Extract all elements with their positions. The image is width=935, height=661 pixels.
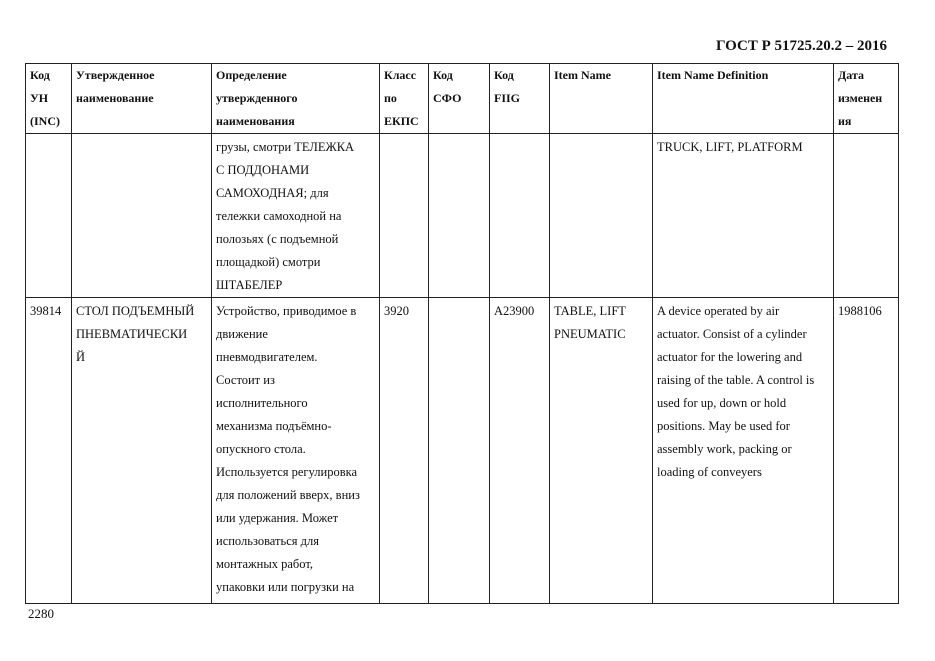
cell-line: или удержания. Может (216, 511, 339, 525)
col-inc-code-cell (26, 134, 72, 298)
col-sfo-code-header (429, 64, 490, 134)
col-sfo-code-cell (429, 134, 490, 298)
col-fiig-code-header (490, 64, 550, 134)
cell-line: assembly work, packing or (657, 442, 792, 456)
col-name-definition-cell (212, 134, 380, 298)
cell-line: исполнительного (216, 396, 308, 410)
cell-line: использоваться для (216, 534, 319, 548)
col-ekps-class-cell (380, 298, 429, 604)
cell-line: A23900 (494, 304, 535, 318)
header-line: ия (838, 114, 852, 128)
cell-line: Й (76, 350, 86, 364)
header-line: СФО (433, 91, 462, 105)
col-approved-name-header (72, 64, 212, 134)
table-row (26, 298, 899, 604)
header-line: Код (494, 68, 514, 82)
header-line: ЕКПС (384, 114, 419, 128)
cell-line: used for up, down or hold (657, 396, 787, 410)
cell-line: TABLE, LIFT (554, 304, 626, 318)
header-line: Item Name Definition (657, 68, 769, 82)
document-standard-code: ГОСТ Р 51725.20.2 – 2016 (715, 38, 887, 54)
cell-line: 3920 (384, 304, 409, 318)
col-item-name-definition-header (653, 64, 834, 134)
cell-line: механизма подъёмно- (216, 419, 332, 433)
cell-line: тележки самоходной на (216, 209, 342, 223)
col-item-name-definition-cell (653, 134, 834, 298)
cell-line: опускного стола. (216, 442, 306, 456)
page-number: 2280 (28, 606, 54, 621)
header-line: FIIG (494, 91, 521, 105)
cell-line: Состоит из (216, 373, 275, 387)
header-line: Утвержденное (76, 68, 155, 82)
cell-line: САМОХОДНАЯ; для (216, 186, 329, 200)
col-change-date-cell (834, 298, 899, 604)
header-line: по (384, 91, 397, 105)
col-fiig-code-cell (490, 134, 550, 298)
cell-line: для положений вверх, вниз (216, 488, 360, 502)
col-item-name-header (550, 64, 653, 134)
header-row (26, 64, 899, 134)
cell-line: Используется регулировка (216, 465, 358, 479)
cell-line: СТОЛ ПОДЪЕМНЫЙ (76, 304, 195, 318)
cell-line: A device operated by air (657, 304, 780, 318)
col-change-date-header (834, 64, 899, 134)
col-approved-name-cell (72, 298, 212, 604)
col-inc-code-header (26, 64, 72, 134)
table-body (26, 134, 899, 604)
header-line: изменен (838, 91, 883, 105)
cell-line: ШТАБЕЛЕР (216, 278, 283, 292)
cell-line: грузы, смотри ТЕЛЕЖКА (216, 140, 355, 154)
col-ekps-class-header (380, 64, 429, 134)
cell-line: монтажных работ, (216, 557, 314, 571)
header-line: наименования (216, 114, 295, 128)
header-line: Код (433, 68, 453, 82)
col-change-date-cell (834, 134, 899, 298)
col-fiig-code-cell (490, 298, 550, 604)
col-ekps-class-cell (380, 134, 429, 298)
cell-line: упаковки или погрузки на (216, 580, 355, 594)
header-line: Класс (384, 68, 417, 82)
header-line: Определение (216, 68, 287, 82)
cell-line: 39814 (30, 304, 62, 318)
cell-line: loading of conveyers (657, 465, 762, 479)
cell-line: actuator. Consist of a cylinder (657, 327, 807, 341)
cell-line: ПНЕВМАТИЧЕСКИ (76, 327, 188, 341)
cell-line: Устройство, приводимое в (216, 304, 357, 318)
header-line: Дата (838, 68, 864, 82)
table-row (26, 134, 899, 298)
col-item-name-cell (550, 298, 653, 604)
col-inc-code-cell (26, 298, 72, 604)
col-sfo-code-cell (429, 298, 490, 604)
cell-line: raising of the table. A control is (657, 373, 815, 387)
header-line: наименование (76, 91, 154, 105)
cell-line: пневмодвигателем. (216, 350, 318, 364)
col-item-name-cell (550, 134, 653, 298)
cell-line: TRUCK, LIFT, PLATFORM (657, 140, 803, 154)
header-line: Item Name (554, 68, 611, 82)
cell-line: 1988106 (838, 304, 882, 318)
col-name-definition-cell (212, 298, 380, 604)
header-line: утвержденного (216, 91, 298, 105)
col-name-definition-header (212, 64, 380, 134)
header-line: (INC) (30, 114, 60, 128)
cell-line: actuator for the lowering and (657, 350, 803, 364)
cell-line: площадкой) смотри (216, 255, 321, 269)
col-approved-name-cell (72, 134, 212, 298)
cell-line: С ПОДДОНАМИ (216, 163, 310, 177)
col-item-name-definition-cell (653, 298, 834, 604)
header-line: УН (30, 91, 49, 105)
nomenclature-table (25, 63, 899, 604)
header-line: Код (30, 68, 50, 82)
cell-line: движение (216, 327, 268, 341)
cell-line: полозьях (с подъемной (216, 232, 339, 246)
cell-line: positions. May be used for (657, 419, 790, 433)
cell-line: PNEUMATIC (554, 327, 626, 341)
